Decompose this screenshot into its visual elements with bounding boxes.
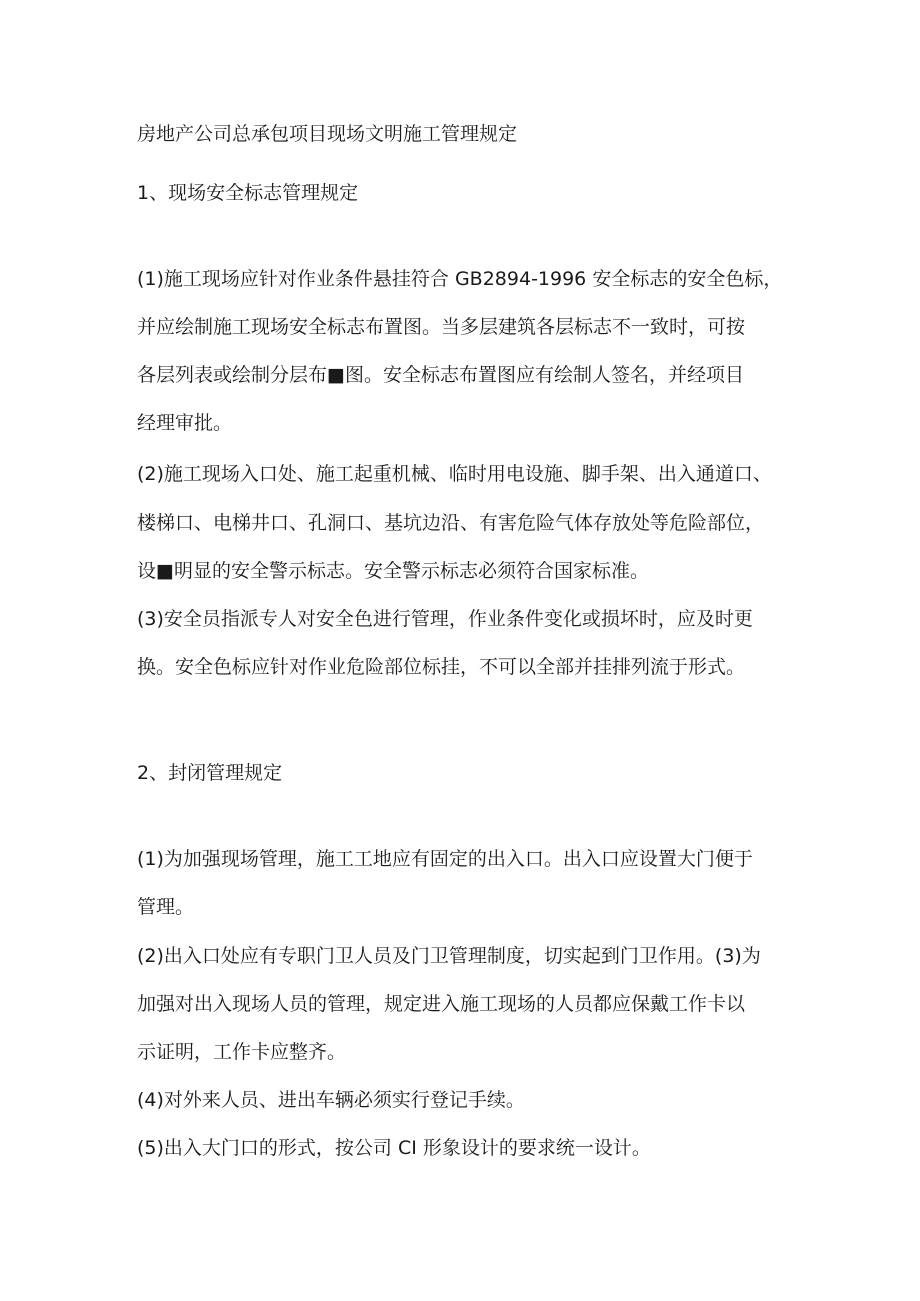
section-1-line: (2)施工现场入口处、施工起重机械、临时用电设施、脚手架、出入通道口、: [137, 463, 772, 485]
section-2-line: 管理。: [137, 896, 195, 918]
section-1-line: 换。安全色标应针对作业危险部位标挂，不可以全部并挂排列流于形式。: [137, 656, 746, 678]
section-1-line: 并应绘制施工现场安全标志布置图。当多层建筑各层标志不一致时，可按: [137, 316, 746, 338]
section-1-line: (3)安全员指派专人对安全色进行管理，作业条件变化或损坏时，应及时更: [137, 608, 753, 630]
section-1-heading: 1、现场安全标志管理规定: [137, 182, 359, 204]
section-1-line: 经理审批。: [137, 412, 233, 434]
section-2-line: (1)为加强现场管理，施工工地应有固定的出入口。出入口应设置大门便于: [137, 848, 753, 870]
section-2-line: 加强对出入现场人员的管理，规定进入施工现场的人员都应保戴工作卡以: [137, 993, 746, 1015]
section-1-line: (1)施工现场应针对作业条件悬挂符合 GB2894-1996 安全标志的安全色标，: [137, 268, 783, 290]
section-2-line: (2)出入口处应有专职门卫人员及门卫管理制度，切实起到门卫作用。(3)为: [137, 945, 761, 967]
section-1-line: 设■明显的安全警示标志。安全警示标志必须符合国家标准。: [137, 560, 649, 582]
section-1-line: 各层列表或绘制分层布■图。安全标志布置图应有绘制人签名，并经项目: [137, 364, 744, 386]
section-2-line: 示证明，工作卡应整齐。: [137, 1041, 347, 1063]
section-2-heading: 2、封闭管理规定: [137, 762, 283, 784]
section-2-line: (4)对外来人员、进出车辆必须实行登记手续。: [137, 1089, 525, 1111]
section-2-line: (5)出入大门口的形式，按公司 CI 形象设计的要求统一设计。: [137, 1137, 651, 1159]
document-title: 房地产公司总承包项目现场文明施工管理规定: [137, 123, 518, 145]
section-1-line: 楼梯口、电梯井口、孔洞口、基坑边沿、有害危险气体存放处等危险部位，: [137, 512, 765, 534]
